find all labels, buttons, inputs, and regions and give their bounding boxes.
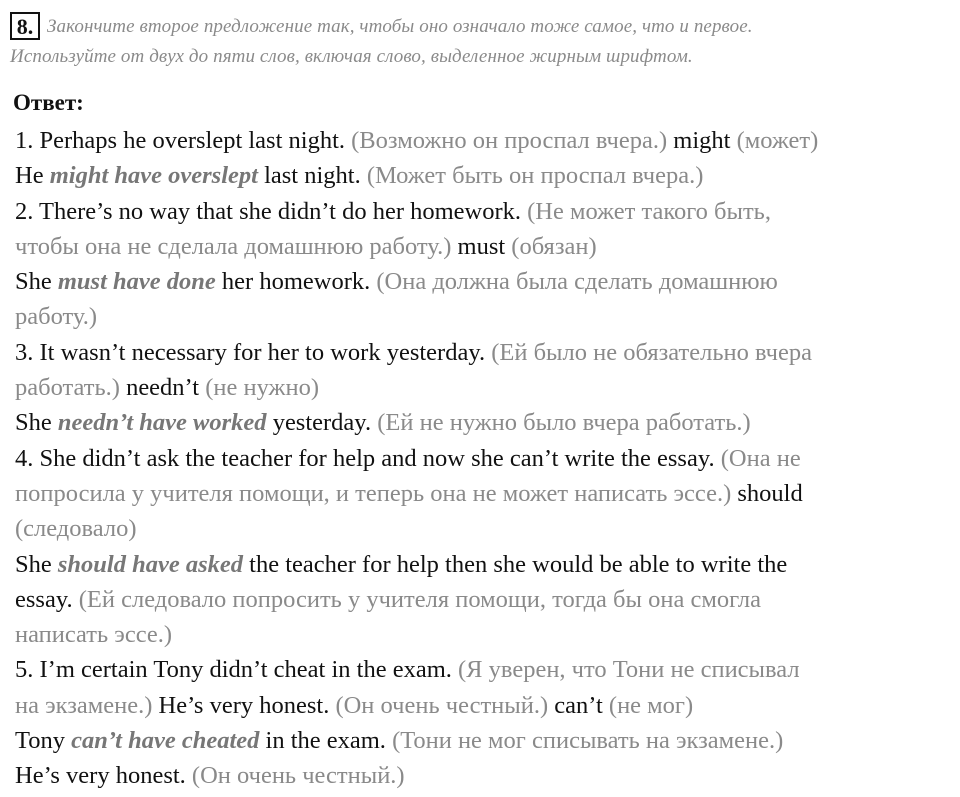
english-text: She: [15, 409, 58, 437]
english-text: her homework.: [215, 268, 377, 296]
english-text: needn’t: [119, 374, 206, 402]
russian-translation: написать эссе.): [15, 621, 173, 649]
answer-line: [15, 617, 955, 652]
english-text: Tony: [15, 727, 72, 755]
russian-translation: (не мог): [608, 691, 694, 719]
answer-line: [15, 264, 955, 299]
english-text: He: [15, 162, 50, 190]
answer-phrase: can’t have cheated: [71, 727, 260, 755]
answer-line: [15, 299, 955, 334]
english-text: She: [15, 550, 58, 578]
english-text: the teacher for help then she would be able to write the: [243, 550, 788, 578]
answer-line: [15, 158, 955, 193]
answer-body: [15, 123, 955, 794]
russian-translation: работать.): [15, 374, 120, 402]
answer-line: [15, 476, 955, 511]
answer-line: [15, 405, 955, 440]
answer-line: [15, 688, 955, 723]
english-text: 5. I’m certain Tony didn’t cheat in the exam.: [15, 656, 459, 684]
english-text: might: [667, 127, 737, 154]
task-number-box: 8.: [10, 12, 40, 40]
task-header: [10, 12, 955, 72]
answer-line: [15, 335, 955, 370]
answer-line: [15, 723, 955, 758]
russian-translation: (следовало): [15, 515, 137, 543]
russian-translation: (Он очень честный.): [191, 762, 405, 790]
answer-line: [15, 370, 955, 405]
russian-translation: (Ей было не обязательно вчера: [491, 338, 812, 366]
answer-label: Ответ:: [13, 90, 84, 115]
russian-translation: (Я уверен, что Тони не списывал: [458, 656, 800, 684]
english-text: essay.: [15, 585, 79, 613]
answer-line: [15, 652, 955, 687]
english-text: 4. She didn’t ask the teacher for help and now she can’t write the essay.: [15, 444, 721, 472]
answer-line: [15, 511, 955, 546]
answer-line: [15, 582, 955, 617]
answer-line: [15, 441, 955, 476]
task-instruction-line-1: Закончите второе предложение так, чтобы оно означало тоже самое, что и первое.: [47, 16, 753, 37]
english-text: can’t: [548, 691, 609, 719]
answer-line: [15, 123, 955, 158]
answer-phrase: might have overslept: [49, 162, 258, 190]
russian-translation: (обязан): [511, 232, 597, 260]
russian-translation: (Не может такого быть,: [527, 197, 771, 225]
english-text: 2. There’s no way that she didn’t do her homework.: [15, 197, 528, 225]
english-text: He’s very honest.: [15, 762, 192, 790]
russian-translation: (Возможно он проспал вчера.): [351, 127, 668, 154]
russian-translation: (Ей не нужно было вчера работать.): [377, 409, 751, 437]
english-text: 3. It wasn’t necessary for her to work yesterday.: [15, 338, 492, 366]
russian-translation: (может): [736, 127, 819, 154]
english-text: last night.: [257, 162, 367, 190]
english-text: must: [451, 232, 512, 260]
answer-phrase: must have done: [57, 268, 216, 296]
russian-translation: чтобы она не сделала домашнюю работу.): [15, 232, 452, 260]
answer-phrase: should have asked: [57, 550, 244, 578]
answer-line: [15, 229, 955, 264]
english-text: yesterday.: [266, 409, 378, 437]
russian-translation: (Тони не мог списывать на экзамене.): [392, 727, 784, 755]
russian-translation: (Ей следовало попросить у учителя помощи, тогда бы она смогла: [78, 585, 761, 613]
answer-line: [15, 758, 955, 793]
russian-translation: (Она должна была сделать домашнюю: [376, 268, 778, 296]
task-instruction-line-2: Используйте от двух до пяти слов, включая слово, выделенное жирным шрифтом.: [10, 46, 693, 67]
russian-translation: работу.): [15, 303, 97, 331]
russian-translation: на экзамене.): [15, 691, 153, 719]
english-text: She: [15, 268, 58, 296]
english-text: 1. Perhaps he overslept last night.: [15, 127, 352, 154]
english-text: should: [731, 479, 803, 507]
english-text: in the exam.: [259, 727, 393, 755]
russian-translation: попросила у учителя помощи, и теперь она не может написать эссе.): [15, 479, 732, 507]
russian-translation: (Может быть он проспал вчера.): [366, 162, 704, 190]
answer-line: [15, 194, 955, 229]
answer-line: [15, 547, 955, 582]
english-text: He’s very honest.: [152, 691, 336, 719]
answer-phrase: needn’t have worked: [57, 409, 267, 437]
russian-translation: (Она не: [720, 444, 801, 472]
russian-translation: (Он очень честный.): [335, 691, 549, 719]
russian-translation: (не нужно): [205, 374, 319, 402]
